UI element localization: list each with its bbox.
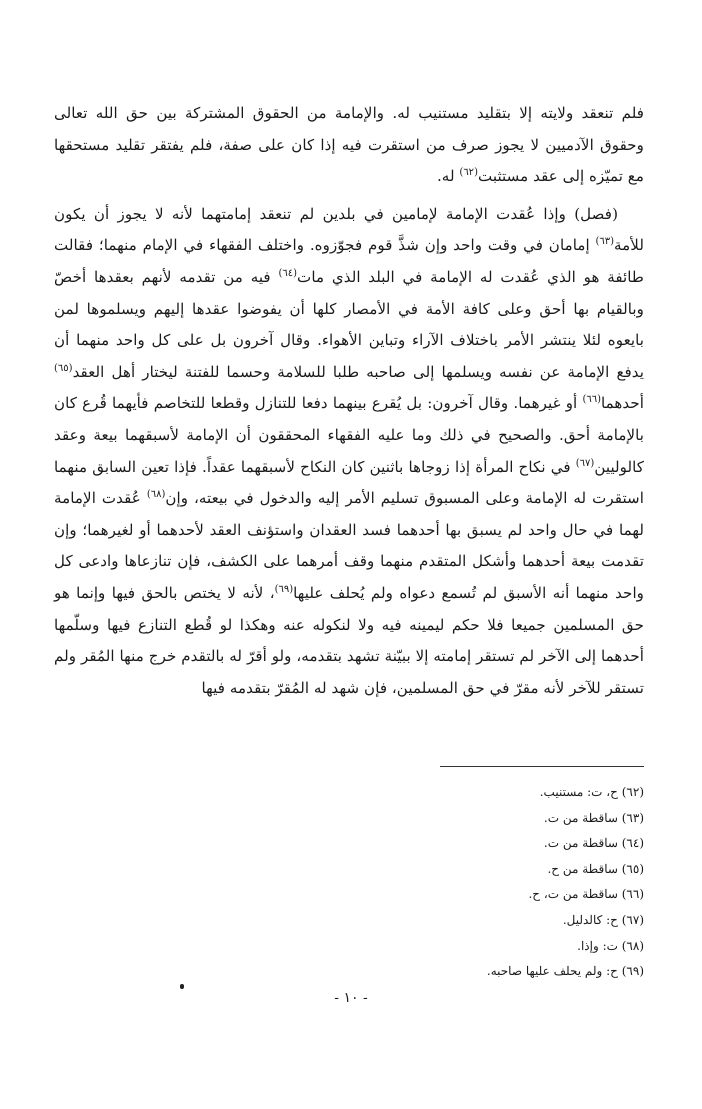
footnotes-list — [244, 780, 644, 985]
footnote-65: (٦٥) ساقطة من ح. — [547, 861, 644, 876]
footnote-marker: (٦٥) — [54, 362, 73, 374]
ink-speck — [180, 984, 184, 989]
footnote-64: (٦٤) ساقطة من ت. — [543, 836, 644, 851]
footnote-68: (٦٨) ت: وإذا. — [577, 938, 644, 953]
text-run: عُقدت الإمامة لهما في حال واحد لم يسبق بها أحدهما فسد العقدان واستؤنف العقد لأحدهما أو لغيرهما؛ وإن تقدمت بيعة أحدهما وأشكل المتقدم منهما وقف أمرهما على الكشف، فإن تنازعاها وادعى كل واحد منهما أنه الأسبق لم تُسمع دعواه ولم يُحلف عليها — [54, 489, 645, 602]
footnote-marker: (٦٢) — [459, 167, 478, 179]
text-run: ، لأنه لا يختص بالحق فيها وإنما هو حق المسلمين جميعا فلا حكم ليمينه فيه ولا لنكوله عنه وهكذا لو قُطع التنازع فيها وسلّمها أحدهما إلى الآخر لم تستقر إمامته إلا ببيّنة تشهد بتقدمه، ولو أقرّ له بالتقدم خرج منها المُقر ولم تستقر للآخر لأنه مقرّ في حق المسلمين، فإن شهد له المُقرّ بتقدمه فيها — [54, 583, 644, 697]
text-run: إمامان في وقت واحد وإن شذَّ قوم فجوّزوه. واختلف الفقهاء في الإمام منهما؛ فقالت طائفة هو الذي عُقدت له الإمامة في البلد الذي مات — [54, 236, 644, 286]
main-text — [54, 98, 644, 704]
text-run: فيه من تقدمه لأنهم بعقدها أخصّ وبالقيام بها أحق وعلى كافة الأمة في الأمصار كلها أن يفوضوا عقدها إليهم ويسلموها لمن بايعوه لئلا ينتشر الأمر باختلاف الآراء وتباين الأهواء. وقال آخرون بل على كل واحد منهما أن يدفع الإمامة عن نفسه ويسلمها إلى صاحبه طلبا للسلامة وحسما للفتنة ليختار أهل العقد — [54, 267, 644, 381]
footnote-divider — [440, 766, 644, 767]
text-run: في نكاح المرأة إذا زوجاها باثنين كان النكاح لأسبقهما عقداً. فإذا تعين السابق منهما استقرت له الإمامة وعلى المسبوق تسليم الأمر إليه والدخول في بيعته، وإن — [54, 457, 644, 508]
paragraph-2 — [54, 199, 644, 705]
text-run: (فصل) وإذا عُقدت الإمامة لإمامين في بلدين لم تنعقد إمامتهما لأنه لا يجوز أن يكون للأمة — [54, 204, 644, 255]
footnote-66: (٦٦) ساقطة من ت، ح. — [528, 887, 644, 902]
footnote-69: (٦٩) ح: ولم يحلف عليها صاحبه. — [486, 964, 644, 979]
footnote-marker: (٦٨) — [146, 489, 166, 501]
text-run: فلم تنعقد ولايته إلا بتقليد مستنيب له. والإمامة من الحقوق المشتركة بين حق الله تعالى وحقوق الآدميين لا يجوز صرف من استقرت فيه إذا كان على صفة، فلم يفتقر تقليد مستحقها مع تميّزه إلى عقد مستثبت — [54, 104, 644, 186]
page-number: - ١٠ - — [334, 990, 368, 1006]
footnote-marker: (٦٧) — [575, 457, 595, 469]
footnote-62: (٦٢) ح، ت: مستنيب. — [539, 785, 644, 799]
footnote-63: (٦٣) ساقطة من ت. — [543, 810, 644, 825]
footnote-marker: (٦٩) — [274, 583, 294, 595]
footnote-marker: (٦٦) — [582, 394, 601, 406]
footnote-marker: (٦٣) — [595, 236, 615, 248]
text-run: أحدهما — [601, 394, 644, 413]
footnote-marker: (٦٤) — [278, 267, 298, 279]
paragraph-1 — [54, 98, 644, 193]
text-run: له. — [436, 167, 460, 186]
text-run: أو غيرهما. وقال آخرون: بل يُقرع بينهما دفعا للتنازل وقطعا للتخاصم فأيهما قُرع كان بالإمامة أحق. والصحيح في ذلك وما عليه الفقهاء المحققون أن الإمامة لأسبقهما بيعة وعقد كالوليين — [54, 394, 644, 476]
footnote-67: (٦٧) ح: كالدليل. — [562, 912, 644, 927]
